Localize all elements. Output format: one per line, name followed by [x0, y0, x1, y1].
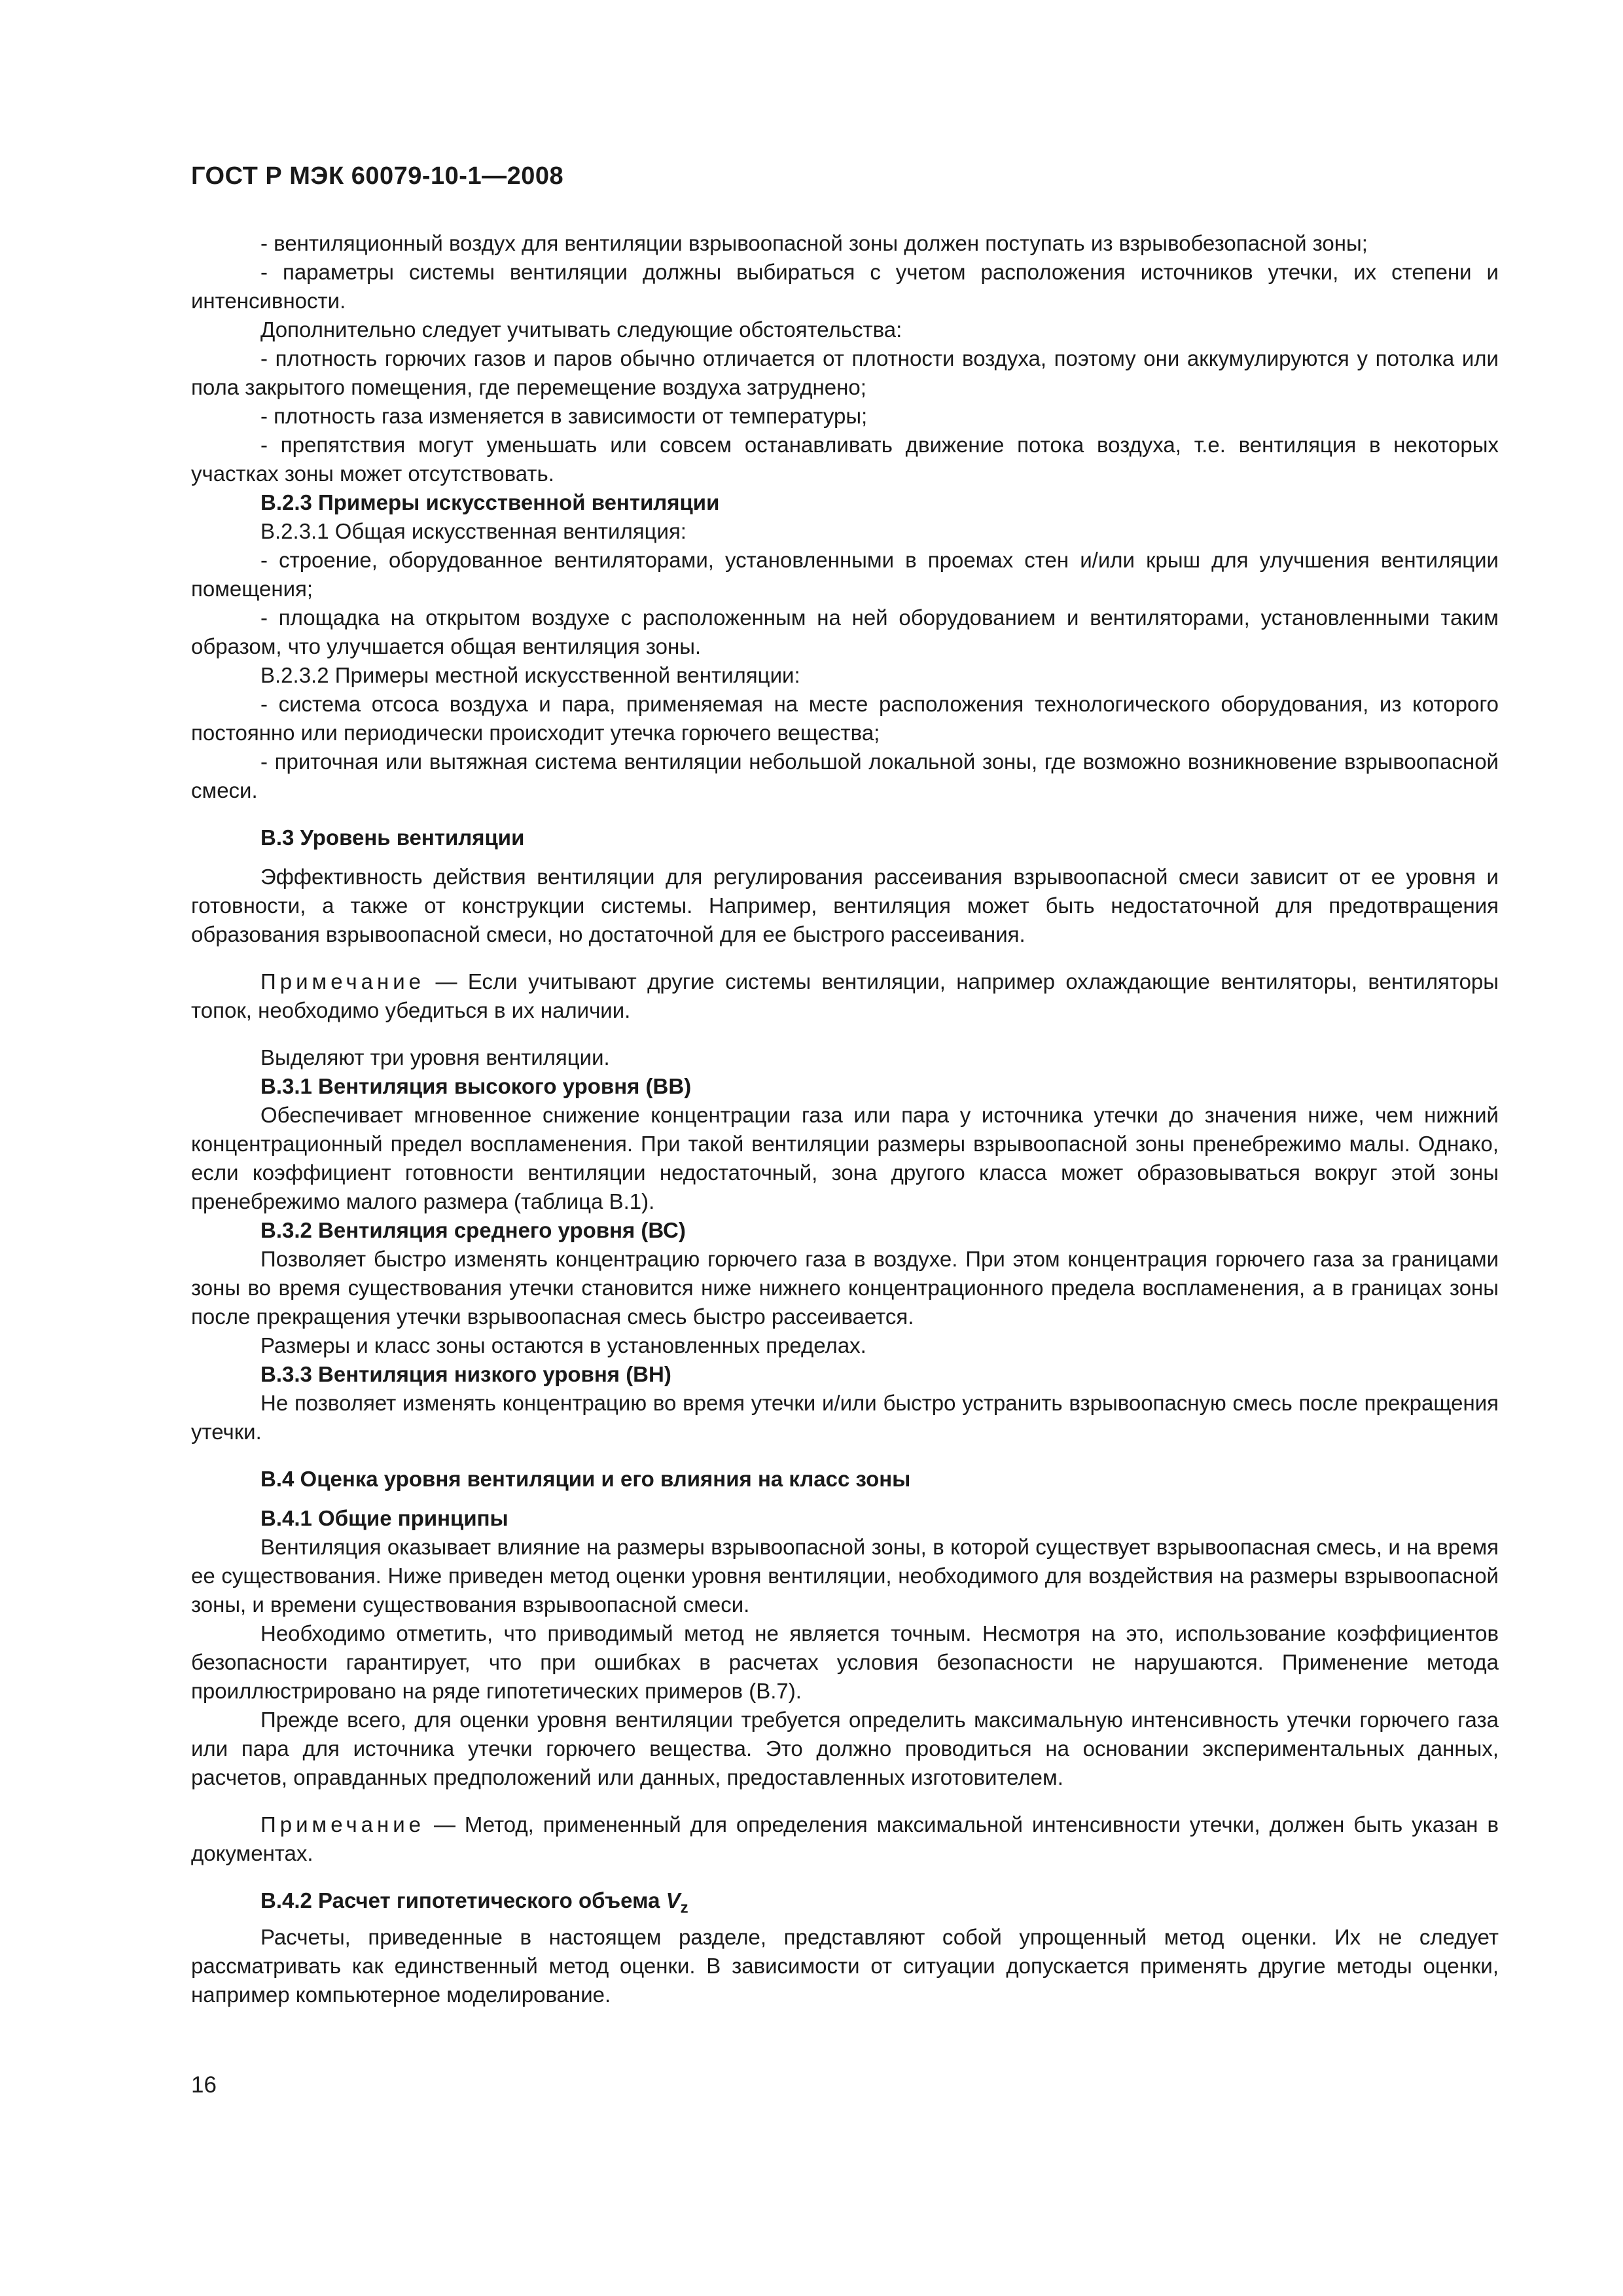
- paragraph: Расчеты, приведенные в настоящем разделе, представляют собой упрощенный метод оценки. Их не следует рассматривать как единственный метод оценки. В зависимости от ситуации допускается применять другие методы оценки, например компьютерное моделирование.: [191, 1924, 1499, 2007]
- paragraph: - система отсоса воздуха и пара, применяемая на месте расположения технологического оборудования, из которого постоянно или периодически происходит утечка горючего вещества;: [191, 692, 1499, 745]
- paragraph: - вентиляционный воздух для вентиляции взрывоопасной зоны должен поступать из взрывобезопасной зоны;: [260, 231, 1368, 255]
- paragraph: Не позволяет изменять концентрацию во время утечки и/или быстро устранить взрывоопасную смесь после прекращения утечки.: [191, 1391, 1499, 1444]
- paragraph: Необходимо отметить, что приводимый метод не является точным. Несмотря на это, использование коэффициентов безопасности гарантирует, что при ошибках в расчетах условия безопасности не нарушаются. Применение метода проиллюстрировано на ряде гипотетических примеров (В.7).: [191, 1621, 1499, 1703]
- paragraph: Вентиляция оказывает влияние на размеры взрывоопасной зоны, в которой существует взрывоопасная смесь, и на время ее существования. Ниже приведен метод оценки уровня вентиляции, необходимого для воздействия на размеры взрывоопасной зоны, и времени существования взрывоопасной смеси.: [191, 1535, 1499, 1617]
- paragraph: - препятствия могут уменьшать или совсем останавливать движение потока воздуха, т.е. вентиляция в некоторых участках зоны может отсутствовать.: [191, 433, 1499, 486]
- paragraph: Позволяет быстро изменять концентрацию горючего газа в воздухе. При этом концентрация горючего газа за границами зоны во время существования утечки становится ниже нижнего концентрационного предела воспламенения, а в границах зоны после прекращения утечки взрывоопасная смесь быстро рассеивается.: [191, 1247, 1499, 1329]
- document-body: [191, 229, 1499, 2009]
- paragraph: - плотность газа изменяется в зависимости от температуры;: [260, 404, 868, 428]
- note: [191, 967, 1499, 1025]
- section-heading: В.3.2 Вентиляция среднего уровня (ВС): [260, 1218, 686, 1242]
- paragraph: Эффективность действия вентиляции для регулирования рассеивания взрывоопасной смеси зависит от ее уровня и готовности, а также от конструкции системы. Например, вентиляция может быть недостаточной для предотвращения образования взрывоопасной смеси, но достаточной для ее быстрого рассеивания.: [191, 865, 1499, 946]
- note-label: Примечание: [260, 1812, 425, 1837]
- note-text: — Метод, примененный для определения максимальной интенсивности утечки, должен быть указан в документах.: [191, 1812, 1499, 1865]
- paragraph: - параметры системы вентиляции должны выбираться с учетом расположения источников утечки, их степени и интенсивности.: [191, 260, 1499, 313]
- note: [191, 1810, 1499, 1868]
- paragraph: Дополнительно следует учитывать следующие обстоятельства:: [260, 317, 902, 342]
- page-number: 16: [191, 2072, 217, 2098]
- paragraph: - плотность горючих газов и паров обычно отличается от плотности воздуха, поэтому они аккумулируются у потолка или пола закрытого помещения, где перемещение воздуха затруднено;: [191, 346, 1499, 399]
- paragraph: - приточная или вытяжная система вентиляции небольшой локальной зоны, где возможно возникновение взрывоопасной смеси.: [191, 749, 1499, 802]
- note-text: — Если учитывают другие системы вентиляции, например охлаждающие вентиляторы, вентиляторы топок, необходимо убедиться в их наличии.: [191, 969, 1499, 1022]
- paragraph: Прежде всего, для оценки уровня вентиляции требуется определить максимальную интенсивность утечки горючего газа или пара для источника утечки горючего вещества. Это должно проводиться на основании экспериментальных данных, расчетов, оправданных предположений или данных, предоставленных изготовителем.: [191, 1708, 1499, 1789]
- note-label: Примечание: [260, 969, 425, 994]
- paragraph: В.2.3.1 Общая искусственная вентиляция:: [260, 519, 687, 543]
- section-heading: В.3 Уровень вентиляции: [260, 825, 525, 850]
- heading-text: В.4.2 Расчет гипотетического объема: [260, 1888, 660, 1912]
- paragraph: Выделяют три уровня вентиляции.: [260, 1045, 610, 1069]
- paragraph: - площадка на открытом воздухе с расположенным на ней оборудованием и вентиляторами, установленными таким образом, что улучшается общая вентиляция зоны.: [191, 605, 1499, 658]
- volume-variable: V: [666, 1888, 681, 1912]
- section-heading: В.3.1 Вентиляция высокого уровня (ВВ): [260, 1074, 692, 1098]
- paragraph: Обеспечивает мгновенное снижение концентрации газа или пара у источника утечки до значения ниже, чем нижний концентрационный предел воспламенения. При такой вентиляции размеры взрывоопасной зоны пренебрежимо малы. Однако, если коэффициент готовности вентиляции недостаточный, зона другого класса может образовываться вокруг этой зоны пренебрежимо малого размера (таблица В.1).: [191, 1103, 1499, 1213]
- paragraph: В.2.3.2 Примеры местной искусственной вентиляции:: [260, 663, 800, 687]
- section-heading: В.2.3 Примеры искусственной вентиляции: [260, 490, 720, 514]
- volume-symbol: [666, 1888, 688, 1917]
- volume-subscript: z: [680, 1899, 688, 1917]
- section-heading: [191, 1886, 1499, 1923]
- section-heading: В.4 Оценка уровня вентиляции и его влияния на класс зоны: [260, 1467, 911, 1491]
- document-header: ГОСТ Р МЭК 60079-10-1—2008: [191, 162, 564, 190]
- paragraph: - строение, оборудованное вентиляторами, установленными в проемах стен и/или крыш для улучшения вентиляции помещения;: [191, 548, 1499, 601]
- section-heading: В.4.1 Общие принципы: [260, 1506, 508, 1530]
- section-heading: В.3.3 Вентиляция низкого уровня (ВН): [260, 1362, 671, 1386]
- paragraph: Размеры и класс зоны остаются в установленных пределах.: [260, 1333, 866, 1357]
